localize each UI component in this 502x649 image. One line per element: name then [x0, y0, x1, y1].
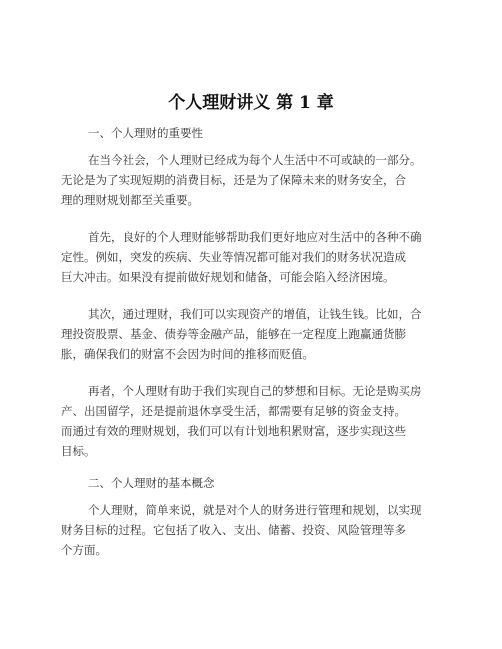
paragraph-line: 无论是为了实现短期的消费目标，还是为了保障未来的财务安全，合: [61, 173, 406, 187]
paragraph-line: 其次，通过理财，我们可以实现资产的增值，让钱生钱。比如，合: [88, 307, 422, 321]
paragraph-line: 理投资股票、基金、债券等金融产品，能够在一定程度上跑赢通货膨: [61, 327, 406, 341]
paragraph-line: 而通过有效的理财规划，我们可以有计划地积累财富，逐步实现这些: [61, 424, 406, 438]
paragraph-line: 胀，确保我们的财富不会因为时间的推移而贬值。: [61, 347, 314, 361]
paragraph-5: [61, 500, 441, 560]
paragraph-line: 首先，良好的个人理财能够帮助我们更好地应对生活中的各种不确: [88, 230, 422, 244]
paragraph-line: 巨大冲击。如果没有提前做好规划和储备，可能会陷入经济困境。: [61, 270, 395, 284]
paragraph-line: 目标。: [61, 444, 96, 458]
paragraph-line: 财务目标的过程。它包括了收入、支出、储蓄、投资、风险管理等多: [61, 523, 406, 537]
section-heading-2: 二、个人理财的基本概念: [88, 476, 215, 490]
section-heading-1: 一、个人理财的重要性: [88, 126, 203, 140]
paragraph-line: 定性。例如，突发的疾病、失业等情况都可能对我们的财务状况造成: [61, 250, 406, 264]
paragraph-line: 再者，个人理财有助于我们实现自己的梦想和目标。无论是购买房: [88, 384, 422, 398]
paragraph-line: 在当今社会，个人理财已经成为每个人生活中不可或缺的一部分。: [88, 153, 422, 167]
paragraph-4: [61, 381, 441, 461]
paragraph-line: 产、出国留学，还是提前退休享受生活，都需要有足够的资金支持。: [61, 404, 406, 418]
paragraph-3: [61, 304, 441, 364]
paragraph-1: [61, 150, 441, 210]
paragraph-2: [61, 227, 441, 287]
paragraph-line: 个方面。: [61, 543, 107, 557]
paragraph-line: 理的理财规划都至关重要。: [61, 193, 199, 207]
paragraph-line: 个人理财，简单来说，就是对个人的财务进行管理和规划，以实现: [88, 503, 422, 517]
page-title: 个人理财讲义 第 1 章: [168, 93, 334, 113]
